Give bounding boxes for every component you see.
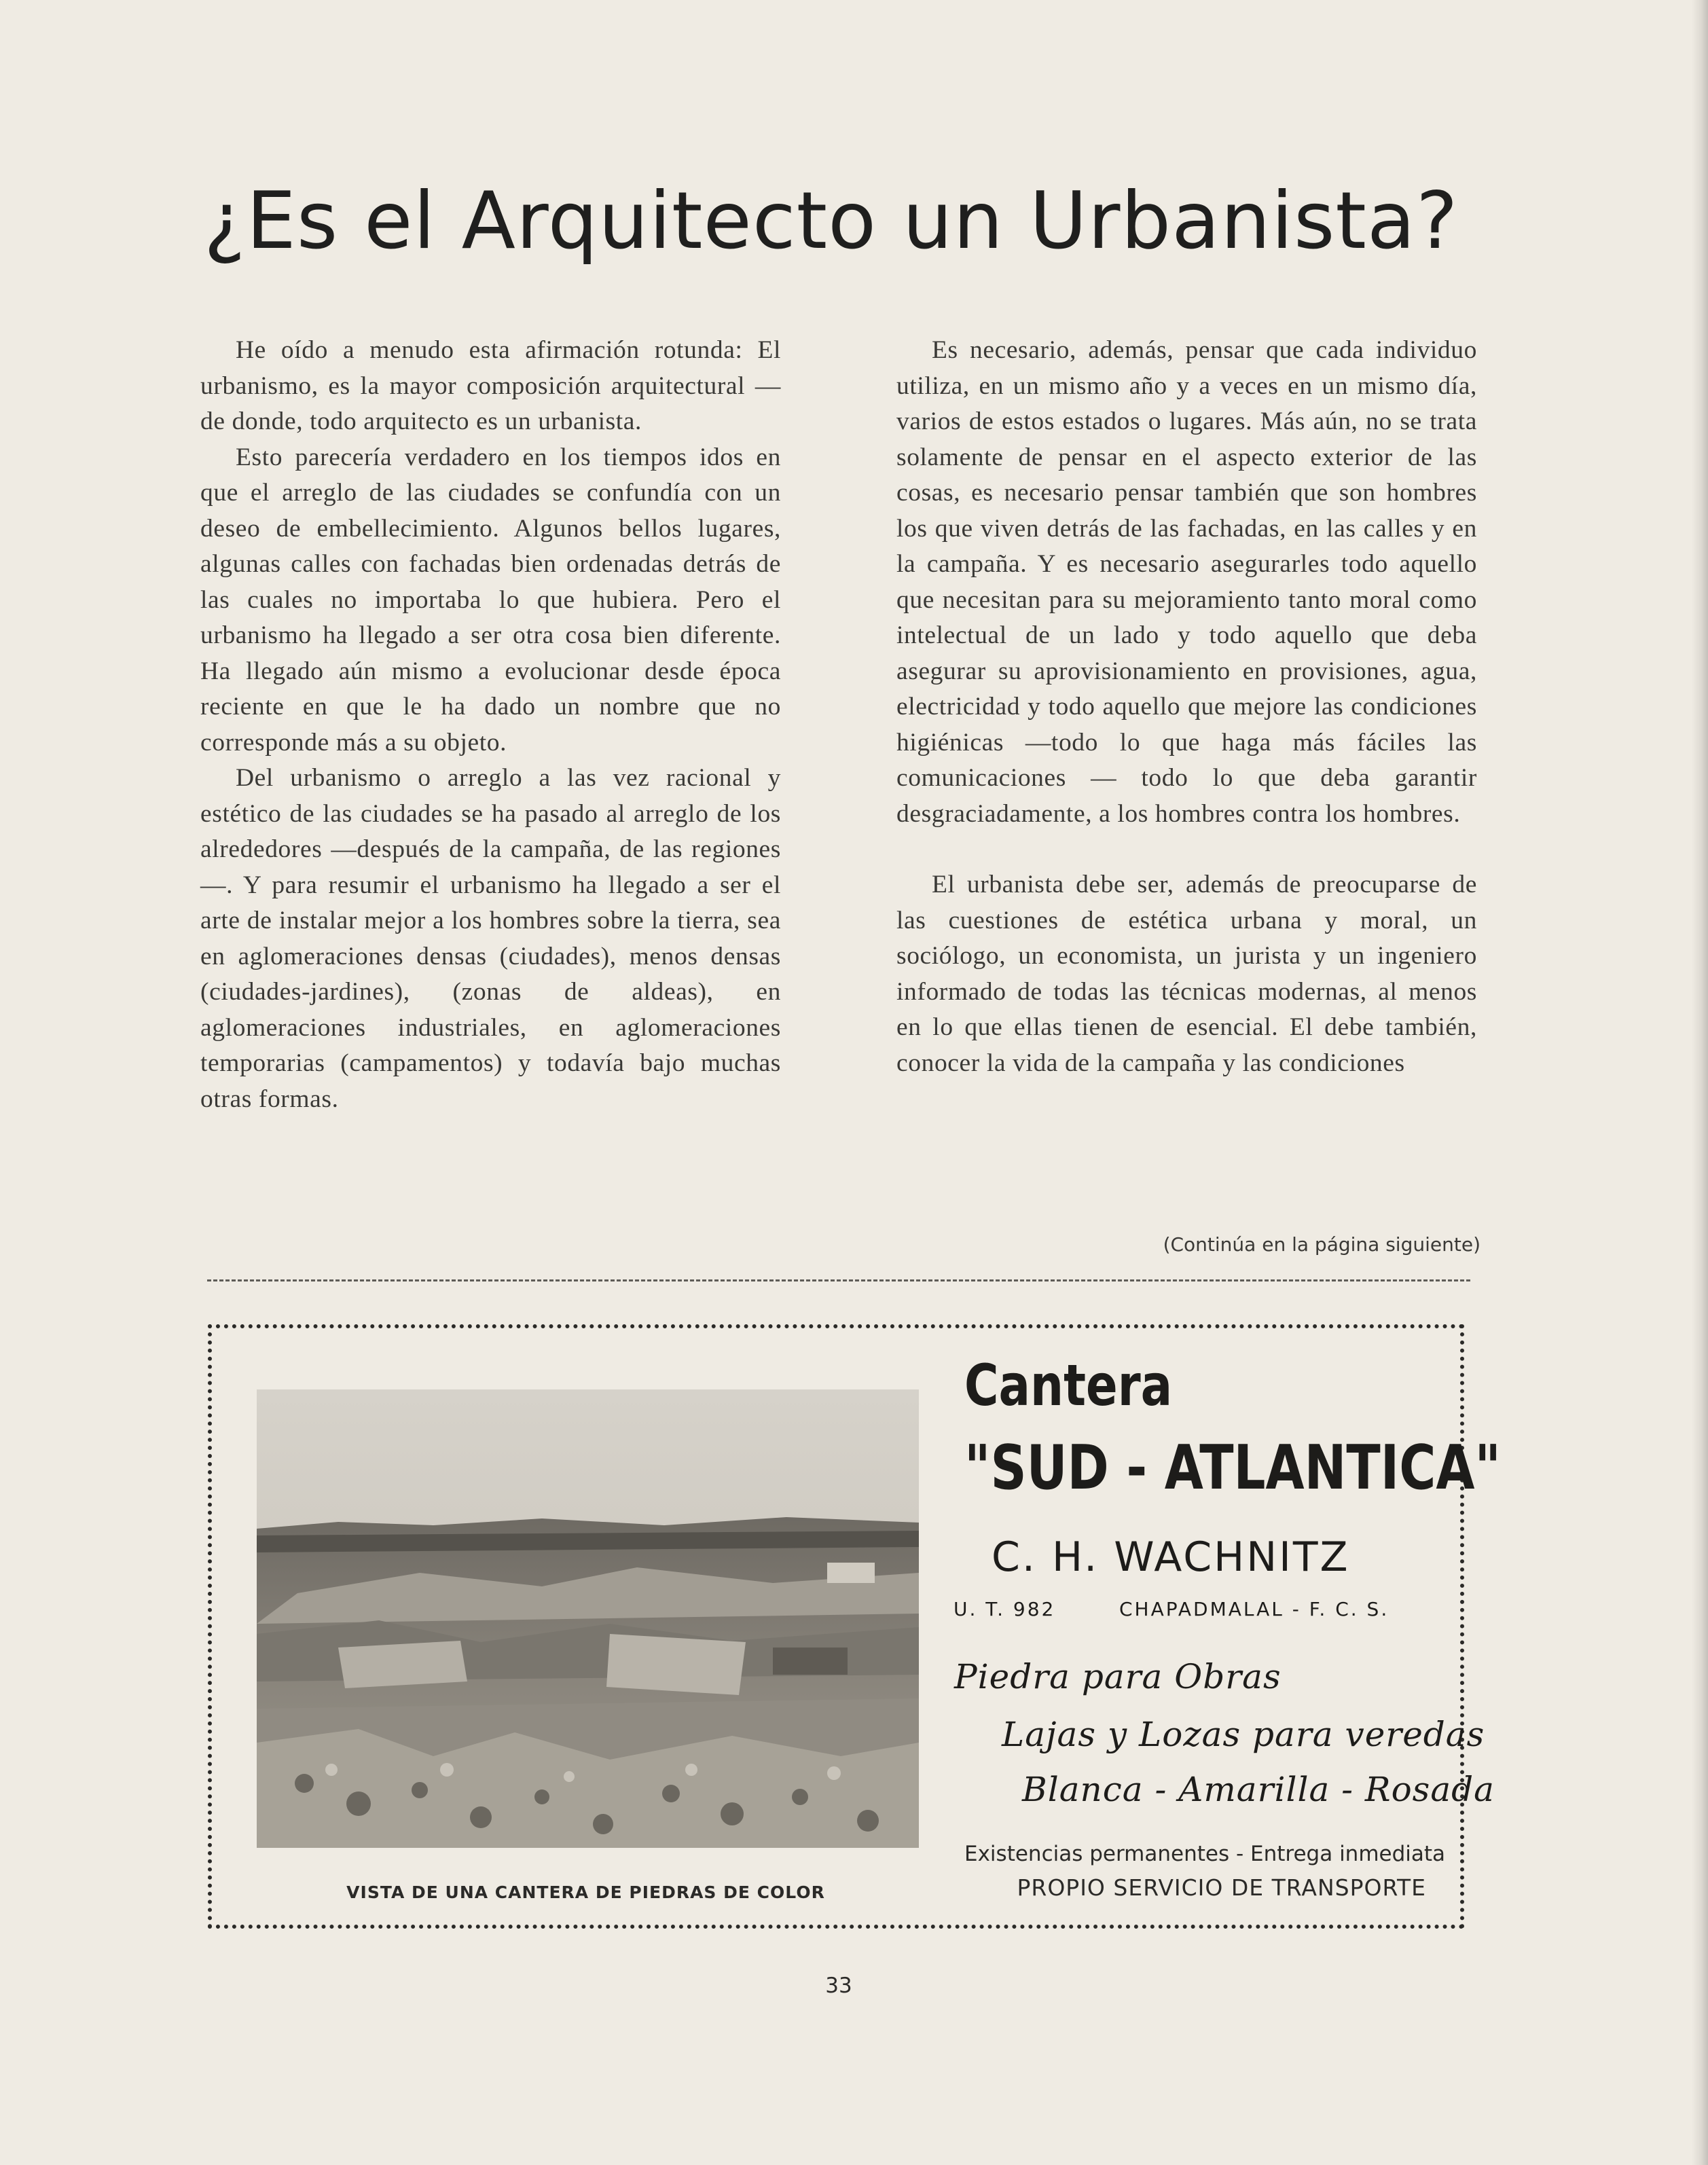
paragraph: He oído a menudo esta afirmación rotunda: El urbanismo, es la mayor composición arquitectural — de donde, todo arquitecto es un urbanista. bbox=[200, 336, 781, 435]
product-line: Lajas y Lozas para veredas bbox=[1002, 1715, 1485, 1754]
transport-note: PROPIO SERVICIO DE TRANSPORTE bbox=[1017, 1874, 1426, 1901]
paragraph: El urbanista debe ser, además de preocuparse de las cuestiones de estética urbana y moral, un sociólogo, un economista, un jurista y un ingeniero informado de todas las técnicas modernas, al menos en lo que ellas tienen de esencial. El debe también, conocer la vida de la campaña y las condiciones bbox=[896, 871, 1477, 1077]
company-name-line1: Cantera bbox=[964, 1352, 1173, 1419]
owner-name: C. H. WACHNITZ bbox=[992, 1533, 1350, 1581]
quarry-photo bbox=[257, 1389, 919, 1848]
page-number: 33 bbox=[825, 1973, 852, 1998]
page-edge-shadow bbox=[1692, 0, 1708, 2165]
article-right-column bbox=[896, 333, 1477, 1081]
paragraph: Es necesario, además, pensar que cada individuo utiliza, en un mismo año y a veces en un mismo día, varios de estos estados o lugares. Más aún, no se trata solamente de pensar en el aspecto exterior de las cosas, es necesario pensar también que son hombres los que viven detrás de las fachadas, en las calles y en la campaña. Y es necesario asegurarles todo aquello que necesitan para su mejoramiento tanto moral como intelectual de un lado y todo aquello que deba asegurar su aprovisionamiento en provisiones, agua, electricidad y todo aquello que mejore las condiciones higiénicas —todo lo que haga más fáciles las comunicaciones — todo lo que deba garantir desgraciadamente, a los hombres contra los hombres. bbox=[896, 336, 1477, 828]
product-line: Piedra para Obras bbox=[954, 1657, 1282, 1696]
paragraph: Esto parecería verdadero en los tiempos idos en que el arreglo de las ciudades se confundía con un deseo de embellecimiento. Algunos bellos lugares, algunas calles con fachadas bien ordenadas detrás de las cuales no importaba lo que hubiera. Pero el urbanismo ha llegado a ser otra cosa bien diferente. Ha llegado aún mismo a evolucionar desde época reciente en que le ha dado un nombre que no corresponde más a su objeto. bbox=[200, 443, 781, 757]
continued-note: (Continúa en la página siguiente) bbox=[1163, 1233, 1480, 1256]
product-line: Blanca - Amarilla - Rosada bbox=[1022, 1770, 1495, 1809]
paragraph: Del urbanismo o arreglo a las vez racional y estético de las ciudades se ha pasado al arreglo de los alrededores —después de la campaña, de las regiones—. Y para resumir el urbanismo ha llegado a ser el arte de instalar mejor a los hombres sobre la tierra, sea en aglomeraciones densas (ciudades), menos densas (ciudades-jardines), (zonas de aldeas), en aglomeraciones industriales, en aglomeraciones temporarias (campamentos) y todavía bajo muchas otras formas. bbox=[200, 764, 781, 1113]
location: CHAPADMALAL - F. C. S. bbox=[1119, 1598, 1389, 1620]
article-left-column bbox=[200, 333, 781, 1117]
company-name-line2: "SUD - ATLANTICA" bbox=[964, 1432, 1501, 1504]
article-title: ¿Es el Arquitecto un Urbanista? bbox=[204, 175, 1459, 267]
stock-note: Existencias permanentes - Entrega inmediata bbox=[964, 1842, 1446, 1866]
section-divider bbox=[207, 1279, 1470, 1281]
phone-number: U. T. 982 bbox=[953, 1598, 1056, 1620]
photo-caption: VISTA DE UNA CANTERA DE PIEDRAS DE COLOR bbox=[346, 1882, 825, 1902]
company-name bbox=[964, 1351, 1501, 1504]
